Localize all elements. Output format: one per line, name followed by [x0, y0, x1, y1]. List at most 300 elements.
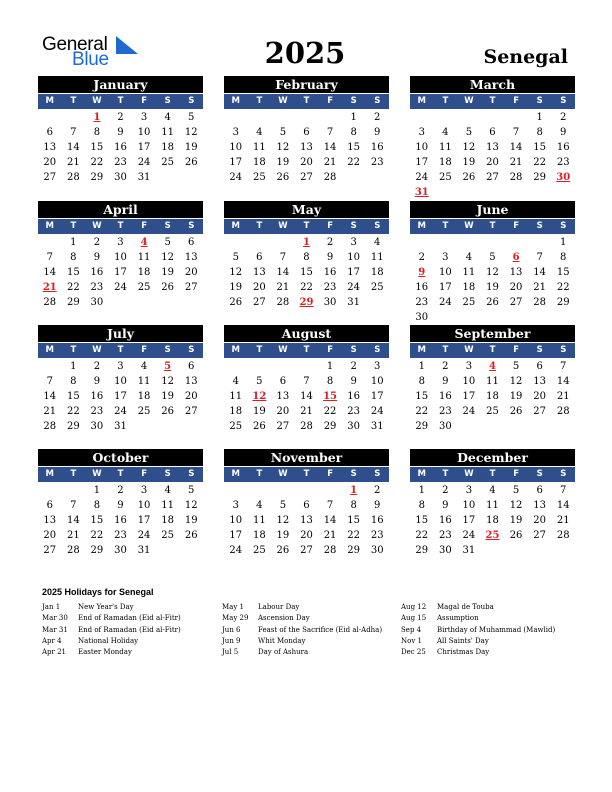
empty-cell	[38, 483, 62, 498]
day-cell: 5	[164, 237, 171, 248]
day-cell: 5	[489, 252, 496, 263]
day-cell: 11	[252, 515, 266, 526]
day-cell: 4	[232, 376, 239, 387]
day-cell: 22	[90, 157, 104, 168]
day-cell: 9	[374, 500, 381, 511]
day-cell: 25	[462, 297, 476, 308]
holiday-day-cell: 30	[556, 172, 571, 183]
day-cell: 4	[256, 127, 263, 138]
weekday-label: S	[560, 96, 567, 106]
holiday-date: Jan 1	[42, 603, 61, 611]
month-november	[224, 449, 389, 558]
day-cell: 28	[300, 421, 313, 432]
day-cell: 23	[114, 530, 127, 541]
holiday-day-cell: 1	[303, 237, 310, 248]
day-cell: 8	[418, 376, 425, 387]
day-grid	[38, 235, 203, 310]
day-grid	[38, 359, 203, 434]
day-cell: 11	[370, 252, 384, 263]
empty-cell	[457, 110, 481, 125]
weekday-label: M	[45, 345, 55, 355]
weekday-label: T	[489, 221, 496, 231]
weekday-label: S	[536, 345, 543, 355]
weekday-label: M	[417, 469, 427, 479]
day-cell: 1	[350, 112, 357, 123]
day-cell: 10	[415, 142, 429, 153]
month-september	[410, 325, 575, 434]
weekday-label: F	[513, 469, 519, 479]
empty-cell	[434, 110, 458, 125]
day-cell: 18	[486, 391, 499, 402]
day-cell: 4	[140, 361, 148, 372]
day-cell: 26	[509, 530, 523, 541]
empty-cell	[248, 235, 272, 250]
day-cell: 23	[438, 530, 452, 541]
weekday-label: S	[350, 221, 357, 231]
day-cell: 28	[66, 545, 80, 556]
weekday-label: W	[464, 96, 474, 106]
month-header: March	[410, 76, 575, 93]
day-cell: 15	[533, 142, 546, 153]
day-cell: 15	[347, 515, 360, 526]
day-cell: 16	[370, 515, 384, 526]
day-cell: 12	[276, 142, 290, 153]
day-cell: 28	[66, 172, 80, 183]
empty-cell	[224, 110, 248, 125]
day-cell: 16	[90, 267, 104, 278]
day-cell: 17	[114, 267, 127, 278]
holiday-day-cell: 29	[299, 297, 314, 308]
day-cell: 10	[462, 376, 476, 387]
day-cell: 16	[114, 142, 127, 153]
day-cell: 27	[252, 297, 266, 308]
day-cell: 27	[533, 406, 546, 417]
day-cell: 12	[161, 252, 174, 263]
empty-cell	[271, 483, 295, 498]
day-cell: 26	[486, 297, 499, 308]
day-cell: 18	[161, 515, 174, 526]
day-cell: 2	[93, 361, 101, 372]
day-cell: 22	[66, 282, 80, 293]
day-cell: 12	[229, 267, 243, 278]
weekday-label: S	[164, 345, 171, 355]
day-cell: 30	[114, 172, 127, 183]
day-cell: 9	[93, 252, 101, 263]
holiday-name: Birthday of Muhammad (Mawlid)	[437, 625, 556, 634]
day-cell: 31	[137, 172, 151, 183]
day-cell: 5	[256, 376, 263, 387]
holiday-name: End of Ramadan (Eid al-Fitr)	[78, 614, 181, 623]
month-february	[224, 76, 389, 185]
day-cell: 15	[415, 391, 429, 402]
day-cell: 7	[536, 252, 543, 263]
holiday-day-cell: 6	[512, 252, 520, 263]
day-cell: 15	[415, 515, 429, 526]
day-cell: 5	[188, 485, 195, 496]
empty-cell	[248, 359, 272, 374]
day-cell: 22	[90, 530, 104, 541]
day-grid	[38, 483, 203, 558]
day-cell: 25	[370, 282, 384, 293]
day-cell: 2	[418, 252, 425, 263]
empty-cell	[481, 110, 505, 125]
empty-cell	[295, 110, 319, 125]
day-cell: 18	[438, 157, 452, 168]
day-cell: 19	[509, 391, 523, 402]
holiday-date: May 29	[222, 614, 249, 623]
day-grid	[410, 235, 575, 325]
day-cell: 23	[438, 406, 452, 417]
day-cell: 31	[347, 297, 360, 308]
day-cell: 9	[93, 376, 101, 387]
day-cell: 5	[232, 252, 239, 263]
day-cell: 30	[323, 297, 337, 308]
day-cell: 26	[462, 172, 476, 183]
weekday-label: T	[303, 345, 310, 355]
weekday-label: F	[513, 345, 519, 355]
day-cell: 8	[326, 376, 334, 387]
month-december	[410, 449, 575, 558]
day-cell: 24	[462, 406, 476, 417]
day-cell: 17	[229, 530, 243, 541]
day-cell: 29	[90, 172, 104, 183]
day-cell: 12	[276, 515, 290, 526]
day-cell: 30	[90, 297, 104, 308]
day-cell: 17	[415, 157, 429, 168]
day-cell: 12	[486, 267, 499, 278]
weekday-header-row	[410, 343, 575, 358]
day-cell: 1	[70, 361, 77, 372]
day-cell: 23	[323, 282, 337, 293]
day-cell: 26	[184, 157, 198, 168]
day-cell: 23	[90, 406, 104, 417]
weekday-label: W	[92, 96, 102, 106]
day-cell: 26	[509, 406, 523, 417]
empty-cell	[410, 110, 434, 125]
day-cell: 2	[560, 112, 567, 123]
day-cell: 20	[533, 515, 546, 526]
day-cell: 17	[137, 142, 151, 153]
brand-logo	[42, 34, 142, 68]
weekday-label: T	[442, 345, 449, 355]
day-cell: 16	[370, 142, 384, 153]
empty-cell	[271, 359, 295, 374]
month-header: June	[410, 201, 575, 218]
weekday-label: F	[327, 469, 333, 479]
day-cell: 27	[184, 282, 198, 293]
day-cell: 23	[415, 297, 429, 308]
weekday-label: S	[188, 469, 195, 479]
holiday-day-cell: 4	[140, 237, 148, 248]
day-cell: 17	[137, 515, 151, 526]
day-cell: 12	[509, 500, 523, 511]
empty-cell	[271, 110, 295, 125]
weekday-label: T	[70, 345, 77, 355]
day-cell: 23	[556, 157, 570, 168]
weekday-label: S	[560, 345, 567, 355]
day-cell: 19	[229, 282, 243, 293]
day-cell: 28	[533, 297, 546, 308]
day-cell: 12	[509, 376, 523, 387]
day-cell: 6	[536, 361, 543, 372]
weekday-label: T	[303, 469, 310, 479]
day-cell: 12	[184, 127, 198, 138]
holiday-date: Dec 25	[401, 648, 426, 657]
day-cell: 3	[442, 252, 449, 263]
day-cell: 8	[303, 252, 310, 263]
holiday-day-cell: 1	[350, 485, 358, 496]
day-cell: 10	[347, 252, 360, 263]
day-cell: 28	[556, 530, 570, 541]
weekday-label: S	[374, 345, 381, 355]
day-cell: 5	[512, 485, 520, 496]
month-header: May	[224, 201, 389, 218]
day-cell: 23	[90, 282, 104, 293]
weekday-label: F	[513, 221, 519, 231]
day-cell: 27	[509, 297, 523, 308]
weekday-label: T	[489, 96, 496, 106]
day-cell: 13	[43, 515, 57, 526]
holidays-title: 2025 Holidays for Senegal	[42, 587, 154, 597]
empty-cell	[224, 235, 248, 250]
day-cell: 13	[184, 252, 198, 263]
day-cell: 19	[486, 282, 499, 293]
day-cell: 28	[43, 297, 57, 308]
weekday-label: S	[560, 469, 567, 479]
weekday-label: S	[536, 96, 543, 106]
weekday-label: W	[464, 221, 474, 231]
day-cell: 20	[43, 530, 57, 541]
weekday-label: F	[141, 221, 147, 231]
weekday-label: W	[92, 469, 102, 479]
month-header: September	[410, 325, 575, 342]
weekday-label: W	[92, 345, 102, 355]
day-cell: 23	[347, 406, 360, 417]
day-cell: 21	[66, 530, 80, 541]
day-cell: 18	[229, 406, 243, 417]
day-cell: 10	[438, 267, 452, 278]
day-cell: 9	[326, 252, 334, 263]
day-cell: 23	[114, 157, 127, 168]
day-cell: 24	[114, 406, 127, 417]
day-cell: 27	[300, 172, 313, 183]
empty-cell	[271, 235, 295, 250]
day-cell: 24	[370, 406, 384, 417]
day-cell: 8	[93, 500, 101, 511]
day-cell: 21	[276, 282, 290, 293]
month-june	[410, 201, 575, 325]
weekday-label: T	[442, 96, 449, 106]
month-header: November	[224, 449, 389, 466]
day-cell: 15	[90, 515, 104, 526]
day-cell: 6	[489, 127, 496, 138]
day-cell: 2	[350, 361, 357, 372]
month-header: April	[38, 201, 203, 218]
weekday-label: T	[117, 96, 124, 106]
day-cell: 3	[374, 361, 381, 372]
weekday-label: M	[417, 345, 427, 355]
day-cell: 14	[276, 267, 290, 278]
day-cell: 1	[326, 361, 334, 372]
weekday-header-row	[224, 94, 389, 109]
day-cell: 11	[252, 142, 266, 153]
day-cell: 25	[161, 157, 174, 168]
day-cell: 5	[465, 127, 473, 138]
holiday-name: Feast of the Sacrifice (Eid al-Adha)	[258, 625, 383, 634]
day-cell: 11	[462, 267, 476, 278]
day-cell: 13	[184, 376, 198, 387]
day-cell: 29	[415, 421, 429, 432]
day-cell: 8	[350, 500, 357, 511]
day-cell: 27	[43, 545, 57, 556]
day-cell: 7	[560, 485, 567, 496]
day-cell: 2	[374, 485, 381, 496]
day-cell: 30	[438, 545, 452, 556]
empty-cell	[38, 359, 62, 374]
holiday-date: Jun 6	[222, 625, 241, 634]
day-cell: 13	[252, 267, 266, 278]
weekday-label: T	[489, 469, 496, 479]
day-cell: 8	[93, 127, 101, 138]
empty-cell	[295, 359, 319, 374]
day-cell: 6	[188, 361, 195, 372]
day-cell: 21	[323, 157, 337, 168]
day-cell: 14	[323, 515, 337, 526]
day-cell: 16	[415, 282, 429, 293]
day-cell: 27	[276, 421, 290, 432]
day-cell: 28	[43, 421, 57, 432]
day-cell: 3	[117, 237, 124, 248]
day-cell: 24	[137, 530, 151, 541]
weekday-label: T	[442, 221, 449, 231]
day-cell: 2	[442, 361, 449, 372]
day-cell: 11	[486, 376, 499, 387]
day-cell: 21	[66, 157, 80, 168]
day-cell: 4	[256, 500, 263, 511]
weekday-label: M	[231, 221, 241, 231]
day-cell: 16	[90, 391, 104, 402]
empty-cell	[224, 359, 248, 374]
weekday-label: W	[278, 469, 288, 479]
day-cell: 31	[462, 545, 476, 556]
holiday-date: Sep 4	[401, 625, 422, 634]
empty-cell	[434, 235, 458, 250]
day-cell: 4	[164, 485, 171, 496]
day-cell: 28	[556, 406, 570, 417]
holiday-day-cell: 25	[485, 530, 500, 541]
day-cell: 24	[415, 172, 429, 183]
weekday-header-row	[410, 94, 575, 109]
day-cell: 28	[323, 545, 337, 556]
day-cell: 1	[70, 237, 77, 248]
day-cell: 31	[370, 421, 384, 432]
day-cell: 5	[279, 500, 287, 511]
day-cell: 25	[161, 530, 174, 541]
day-cell: 10	[229, 515, 243, 526]
holiday-date: Mar 31	[42, 625, 68, 634]
month-header: July	[38, 325, 203, 342]
day-cell: 3	[117, 361, 124, 372]
day-cell: 19	[161, 391, 174, 402]
day-cell: 26	[252, 421, 266, 432]
day-cell: 21	[509, 157, 523, 168]
day-cell: 22	[415, 530, 429, 541]
day-cell: 14	[300, 391, 313, 402]
day-cell: 13	[276, 391, 290, 402]
day-cell: 30	[415, 312, 429, 323]
weekday-label: M	[231, 469, 241, 479]
day-cell: 12	[462, 142, 476, 153]
day-cell: 30	[438, 421, 452, 432]
day-cell: 19	[509, 515, 523, 526]
day-cell: 23	[370, 530, 384, 541]
empty-cell	[504, 235, 528, 250]
month-july	[38, 325, 203, 434]
holiday-date: Apr 21	[42, 648, 67, 657]
day-cell: 24	[438, 297, 452, 308]
day-cell: 13	[486, 142, 499, 153]
day-cell: 15	[556, 267, 570, 278]
empty-cell	[38, 110, 62, 125]
weekday-label: F	[141, 96, 147, 106]
day-cell: 11	[161, 500, 174, 511]
holiday-name: Day of Ashura	[258, 648, 309, 657]
weekday-label: T	[117, 221, 124, 231]
day-cell: 16	[438, 515, 452, 526]
weekday-label: S	[374, 221, 381, 231]
day-cell: 26	[161, 406, 174, 417]
day-cell: 14	[556, 376, 570, 387]
month-august	[224, 325, 389, 434]
day-cell: 29	[533, 172, 546, 183]
day-cell: 15	[66, 391, 80, 402]
holiday-name: Labour Day	[258, 603, 300, 611]
day-cell: 13	[43, 142, 57, 153]
day-cell: 4	[465, 252, 473, 263]
holiday-date: Nov 1	[401, 636, 422, 645]
weekday-label: T	[256, 345, 263, 355]
weekday-label: F	[327, 345, 333, 355]
day-cell: 3	[232, 127, 239, 138]
weekday-header-row	[410, 467, 575, 482]
day-cell: 6	[303, 127, 310, 138]
day-cell: 30	[90, 421, 104, 432]
day-cell: 6	[256, 252, 263, 263]
holiday-date: Aug 12	[401, 603, 427, 611]
day-cell: 10	[137, 127, 151, 138]
day-cell: 26	[276, 172, 290, 183]
weekday-label: S	[374, 469, 381, 479]
day-cell: 15	[347, 142, 360, 153]
weekday-header-row	[410, 219, 575, 234]
holiday-name: Christmas Day	[437, 648, 490, 657]
day-cell: 3	[418, 127, 425, 138]
day-cell: 30	[370, 545, 384, 556]
holiday-name: Assumption	[437, 614, 479, 623]
weekday-label: T	[489, 345, 496, 355]
day-cell: 14	[43, 267, 57, 278]
day-cell: 22	[415, 406, 429, 417]
day-cell: 21	[300, 406, 313, 417]
day-cell: 16	[438, 391, 452, 402]
day-cell: 1	[560, 237, 567, 248]
weekday-header-row	[224, 343, 389, 358]
day-cell: 6	[536, 485, 543, 496]
day-cell: 24	[137, 157, 151, 168]
day-cell: 18	[252, 157, 266, 168]
day-cell: 11	[161, 127, 174, 138]
holiday-day-cell: 4	[489, 361, 496, 372]
